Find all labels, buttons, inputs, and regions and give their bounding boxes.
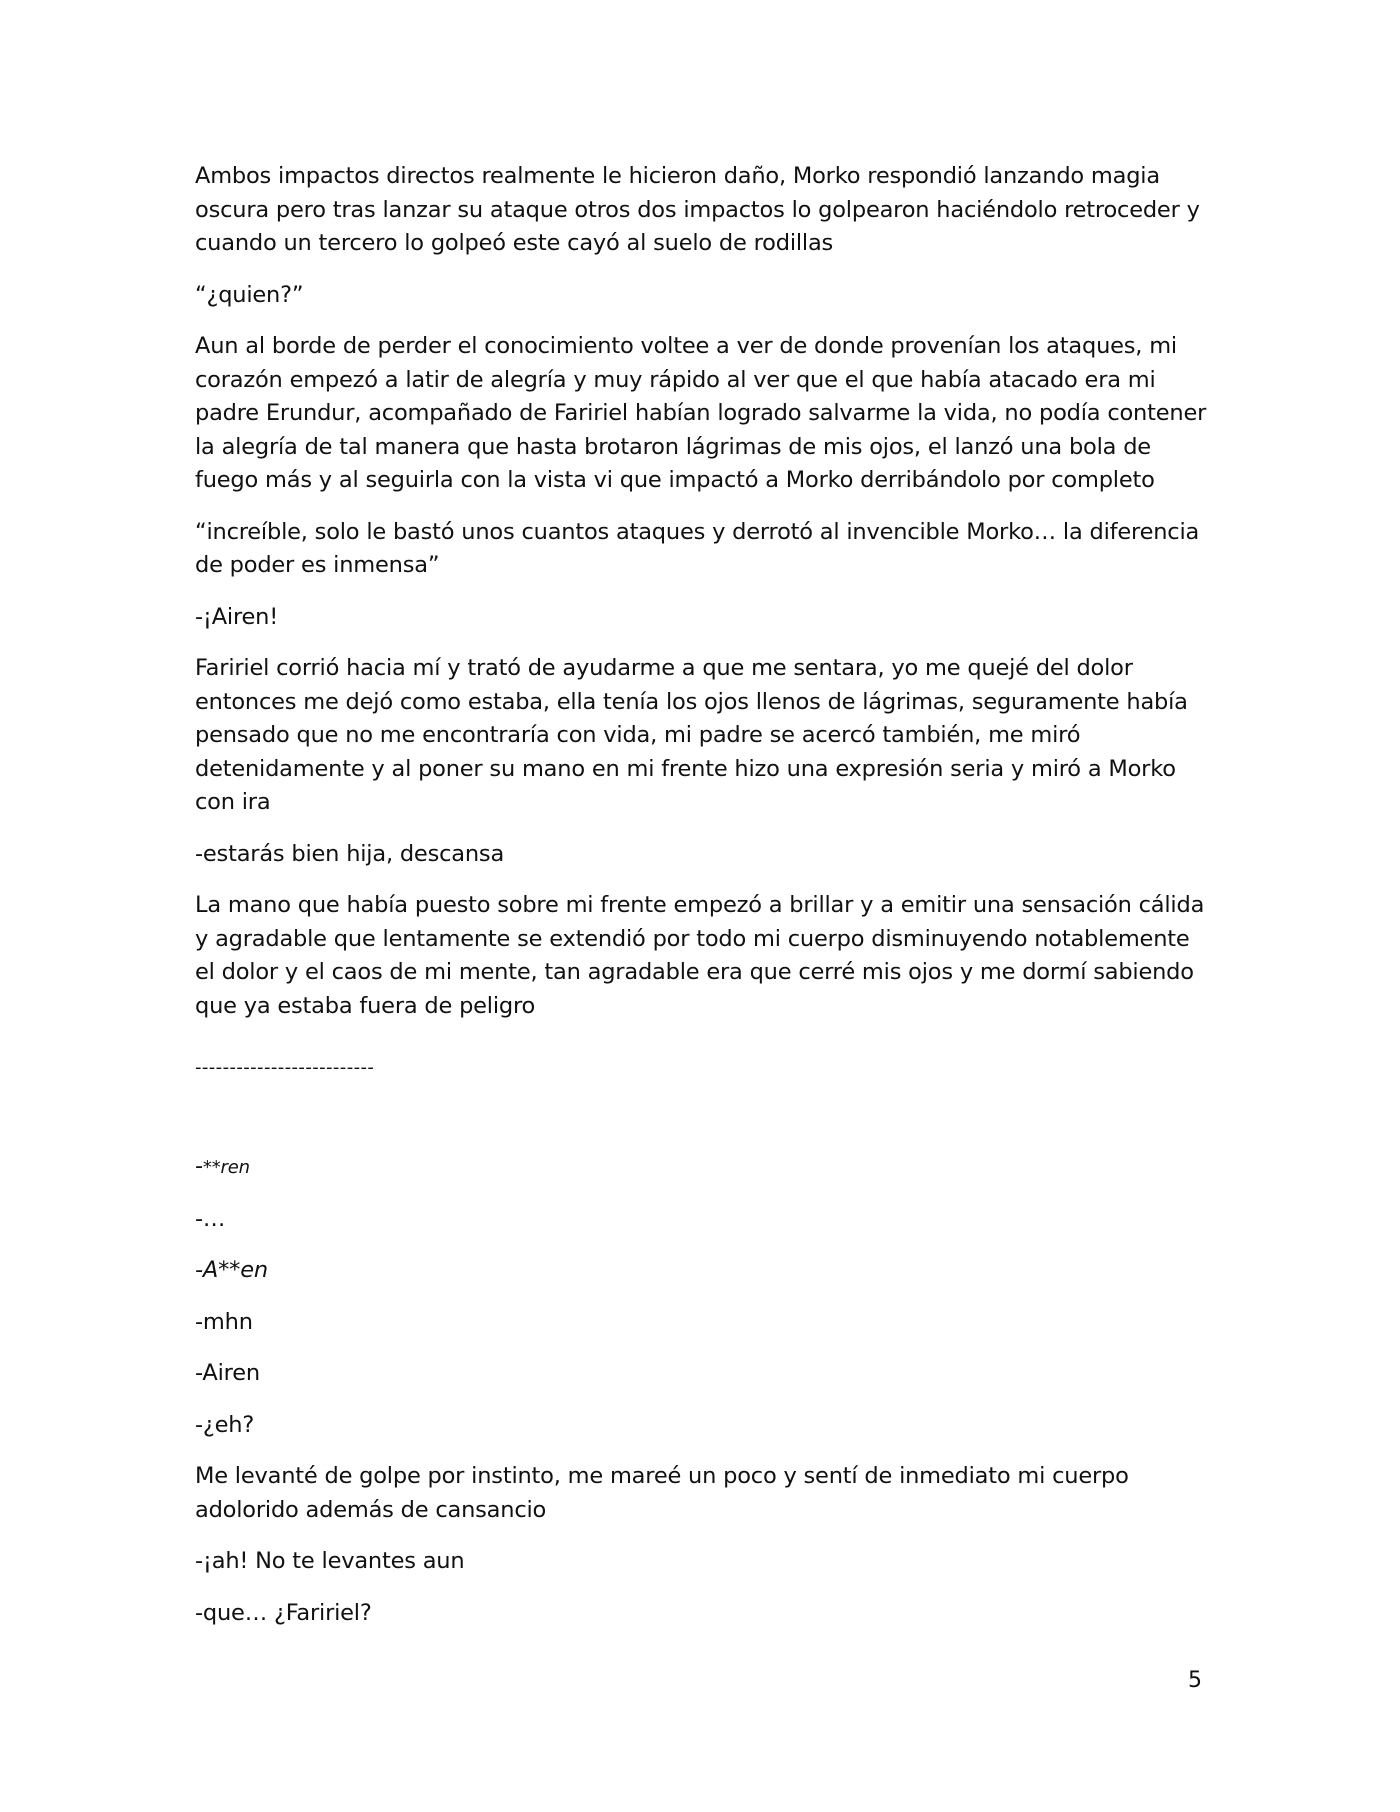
scene-divider: -------------------------- (195, 1057, 375, 1078)
dialogue-line-no-levantes: -¡ah! No te levantes aun (195, 1548, 465, 1574)
dialogue-line-ellipsis: -… (195, 1205, 226, 1232)
page-number: 5 (1188, 1668, 1202, 1693)
dialogue-ren-italic: **ren (202, 1157, 250, 1178)
dialogue-line-faririel: -que… ¿Faririel? (195, 1599, 372, 1626)
dialogue-line-eh: -¿eh? (195, 1411, 255, 1438)
dialogue-dash: - (195, 1153, 203, 1179)
upper-text-block (195, 160, 1215, 1041)
paragraph-faririel-runs: Faririel corrió hacia mí y trató de ayudarme a que me sentara, yo me quejé del dolor entonces me dejó como estaba, ella tenía los ojos llenos de lágrimas, seguramente había pensado que no me encontraría con vida, mi padre se acercó también, me miró detenidamente y al poner su mano en mi frente hizo una expresión seria y miró a Morko con ira (195, 655, 1188, 815)
paragraph-quien: “¿quien?” (195, 281, 304, 308)
paragraph-increible: “increíble, solo le bastó unos cuantos ataques y derrotó al invencible Morko… la diferencia de poder es inmensa” (195, 518, 1200, 578)
dialogue-line-aen: -A**en (195, 1257, 268, 1283)
paragraph-airen-shout: -¡Airen! (195, 603, 279, 630)
dialogue-line-mhn: -mhn (195, 1308, 253, 1335)
dialogue-line-ren (195, 1150, 1215, 1185)
lower-text-block (195, 1150, 1215, 1648)
dialogue-line-airen: -Airen (195, 1360, 260, 1386)
paragraph-descansa: -estarás bien hija, descansa (195, 840, 505, 867)
paragraph-impacts: Ambos impactos directos realmente le hicieron daño, Morko respondió lanzando magia oscura pero tras lanzar su ataque otros dos impactos lo golpearon haciéndolo retroceder y cuando un tercero lo golpeó este cayó al suelo de rodillas (195, 163, 1200, 256)
paragraph-wakes-up: Me levanté de golpe por instinto, me mareé un poco y sentí de inmediato mi cuerpo adolorido además de cansancio (195, 1463, 1129, 1523)
paragraph-healing: La mano que había puesto sobre mi frente empezó a brillar y a emitir una sensación cálida y agradable que lentamente se extendió por todo mi cuerpo disminuyendo notablemente el dolor y el caos de mi mente, tan agradable era que cerré mis ojos y me dormí sabiendo que ya estaba fuera de peligro (195, 892, 1205, 1019)
paragraph-father-arrives: Aun al borde de perder el conocimiento voltee a ver de donde provenían los ataques, mi corazón empezó a latir de alegría y muy rápido al ver que el que había atacado era mi padre Erundur, acompañado de Faririel habían logrado salvarme la vida, no podía contener la alegría de tal manera que hasta brotaron lágrimas de mis ojos, el lanzó una bola de fuego más y al seguirla con la vista vi que impactó a Morko derribándolo por completo (195, 333, 1207, 493)
